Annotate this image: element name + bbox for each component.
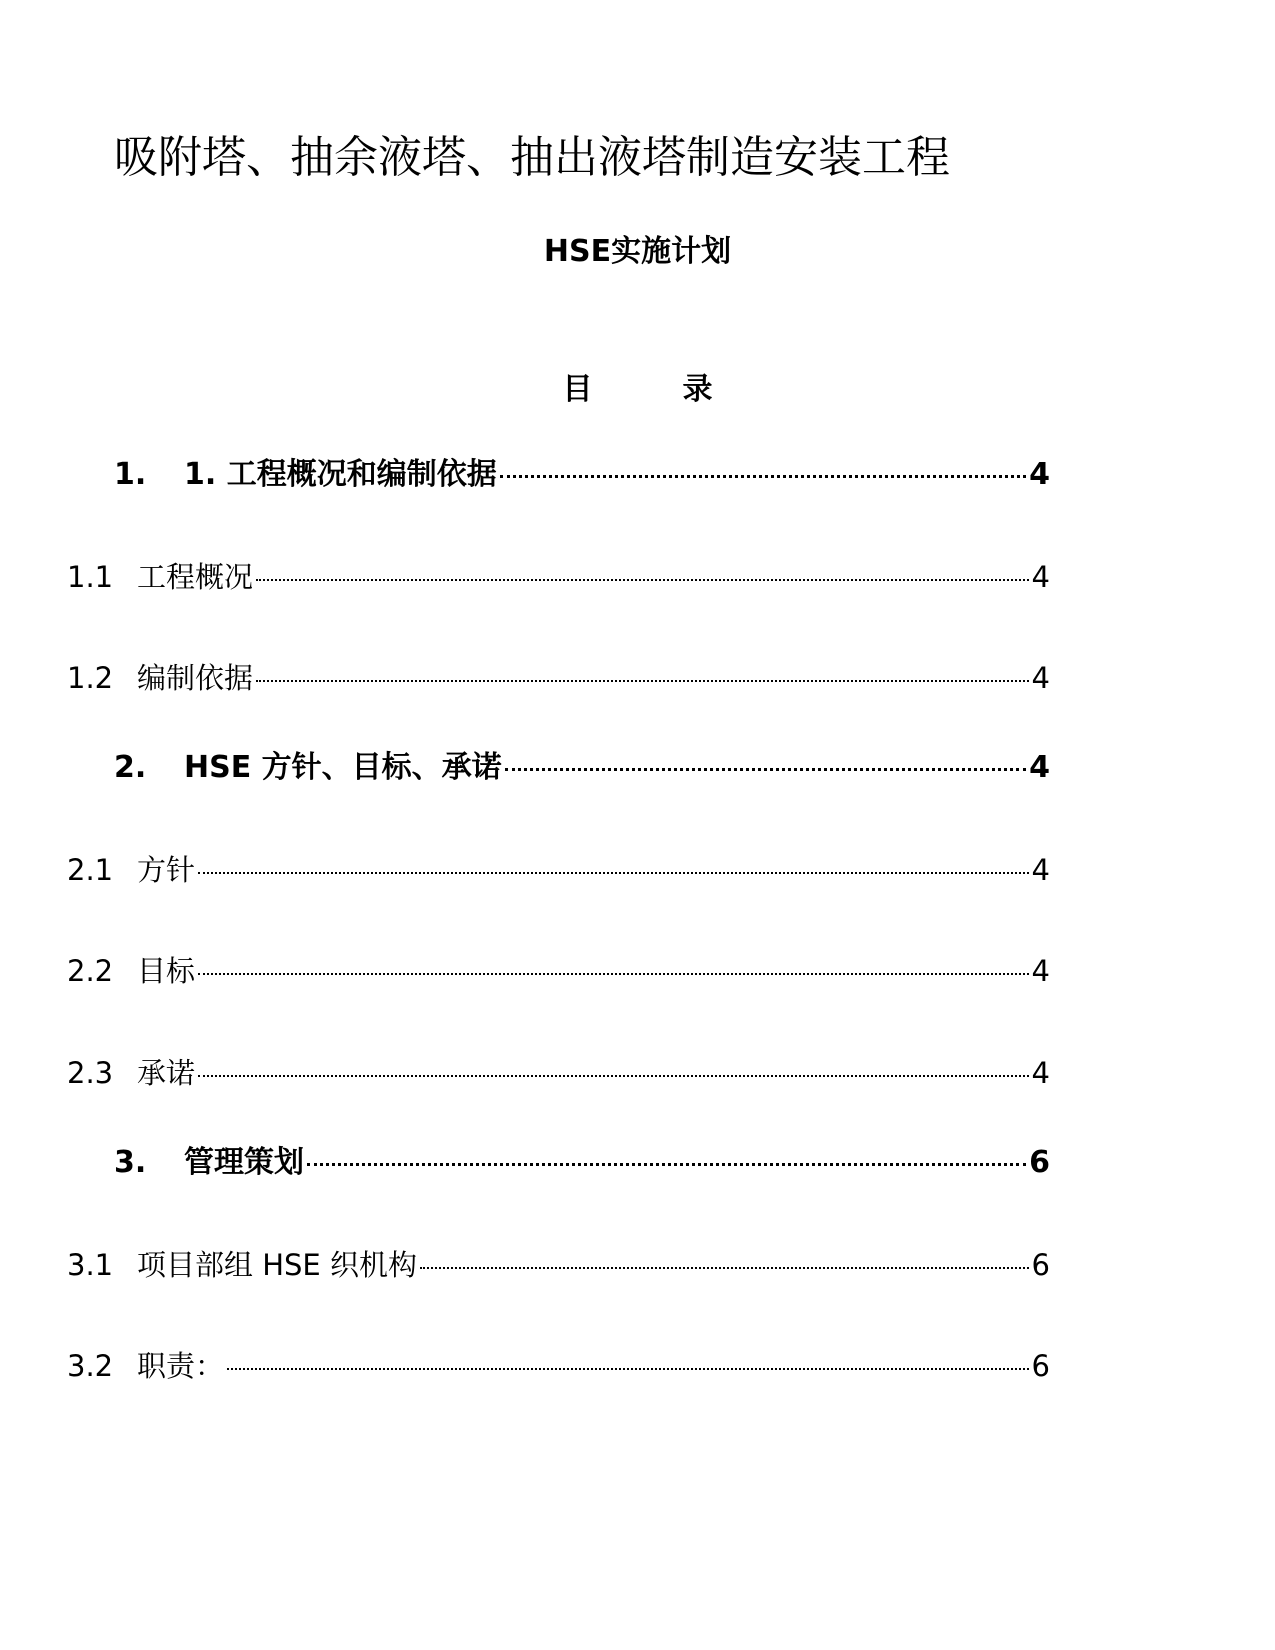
document-title: 吸附塔、抽余液塔、抽出液塔制造安装工程: [114, 132, 950, 183]
toc-leader-dots: [198, 1075, 1029, 1077]
toc-leader-dots: [256, 579, 1029, 581]
toc-entry-page: 4: [1031, 661, 1050, 695]
toc-entry-page: 6: [1031, 1349, 1050, 1383]
toc-leader-dots: [307, 1163, 1026, 1166]
toc-leader-dots: [198, 872, 1029, 874]
document-subtitle: HSE实施计划: [543, 234, 732, 269]
toc-entry[interactable]: [67, 1245, 1050, 1285]
toc-entry[interactable]: [67, 557, 1050, 597]
toc-leader-dots: [500, 475, 1026, 478]
toc-entry-number: 1.1: [67, 560, 114, 594]
toc-entry-label: 目标: [137, 954, 196, 988]
toc-heading: 目录: [562, 372, 803, 407]
toc-entry-label: HSE 方针、目标、承诺: [184, 750, 502, 785]
toc-entry-page: 4: [1031, 853, 1050, 887]
toc-entry-number: 3.: [114, 1145, 147, 1180]
toc-entry-number: 1.: [114, 457, 147, 492]
toc-entry[interactable]: [114, 1143, 1050, 1183]
toc-entry[interactable]: [67, 1346, 1050, 1386]
toc-entry[interactable]: [114, 748, 1050, 788]
toc-entry[interactable]: [67, 1053, 1050, 1093]
toc-entry-page: 4: [1031, 1056, 1050, 1090]
toc-leader-dots: [505, 768, 1026, 771]
toc-entry[interactable]: [67, 850, 1050, 890]
toc-entry-label: 管理策划: [184, 1145, 304, 1180]
toc-entry-page: 6: [1031, 1248, 1050, 1282]
toc-entry-label: 1. 工程概况和编制依据: [184, 457, 497, 492]
toc-leader-dots: [198, 973, 1029, 975]
toc-entry-label: 工程概况: [137, 560, 254, 594]
toc-entry-number: 2.3: [67, 1056, 114, 1090]
toc-entry-page: 4: [1029, 457, 1050, 492]
toc-entry[interactable]: [67, 951, 1050, 991]
toc-entry-number: 2.2: [67, 954, 114, 988]
toc-leader-dots: [256, 680, 1029, 682]
toc-entry-label: 项目部组 HSE 织机构: [137, 1248, 417, 1282]
toc-entry-label: 承诺: [137, 1056, 196, 1090]
toc-entry-page: 4: [1031, 560, 1050, 594]
toc-entry-number: 2.1: [67, 853, 114, 887]
toc-entry-page: 6: [1029, 1145, 1050, 1180]
toc-leader-dots: [420, 1267, 1029, 1269]
toc-entry-label: 编制依据: [137, 661, 254, 695]
toc-entry-number: 3.2: [67, 1349, 114, 1383]
toc-entry-number: 3.1: [67, 1248, 114, 1282]
toc-entry-label: 方针: [137, 853, 196, 887]
toc-leader-dots: [227, 1368, 1029, 1370]
toc-entry[interactable]: [114, 455, 1050, 495]
toc-entry-number: 2.: [114, 750, 147, 785]
toc-entry-label: 职责：: [137, 1349, 225, 1383]
toc-entry-page: 4: [1029, 750, 1050, 785]
toc-entry-page: 4: [1031, 954, 1050, 988]
toc-entry[interactable]: [67, 658, 1050, 698]
toc-entry-number: 1.2: [67, 661, 114, 695]
